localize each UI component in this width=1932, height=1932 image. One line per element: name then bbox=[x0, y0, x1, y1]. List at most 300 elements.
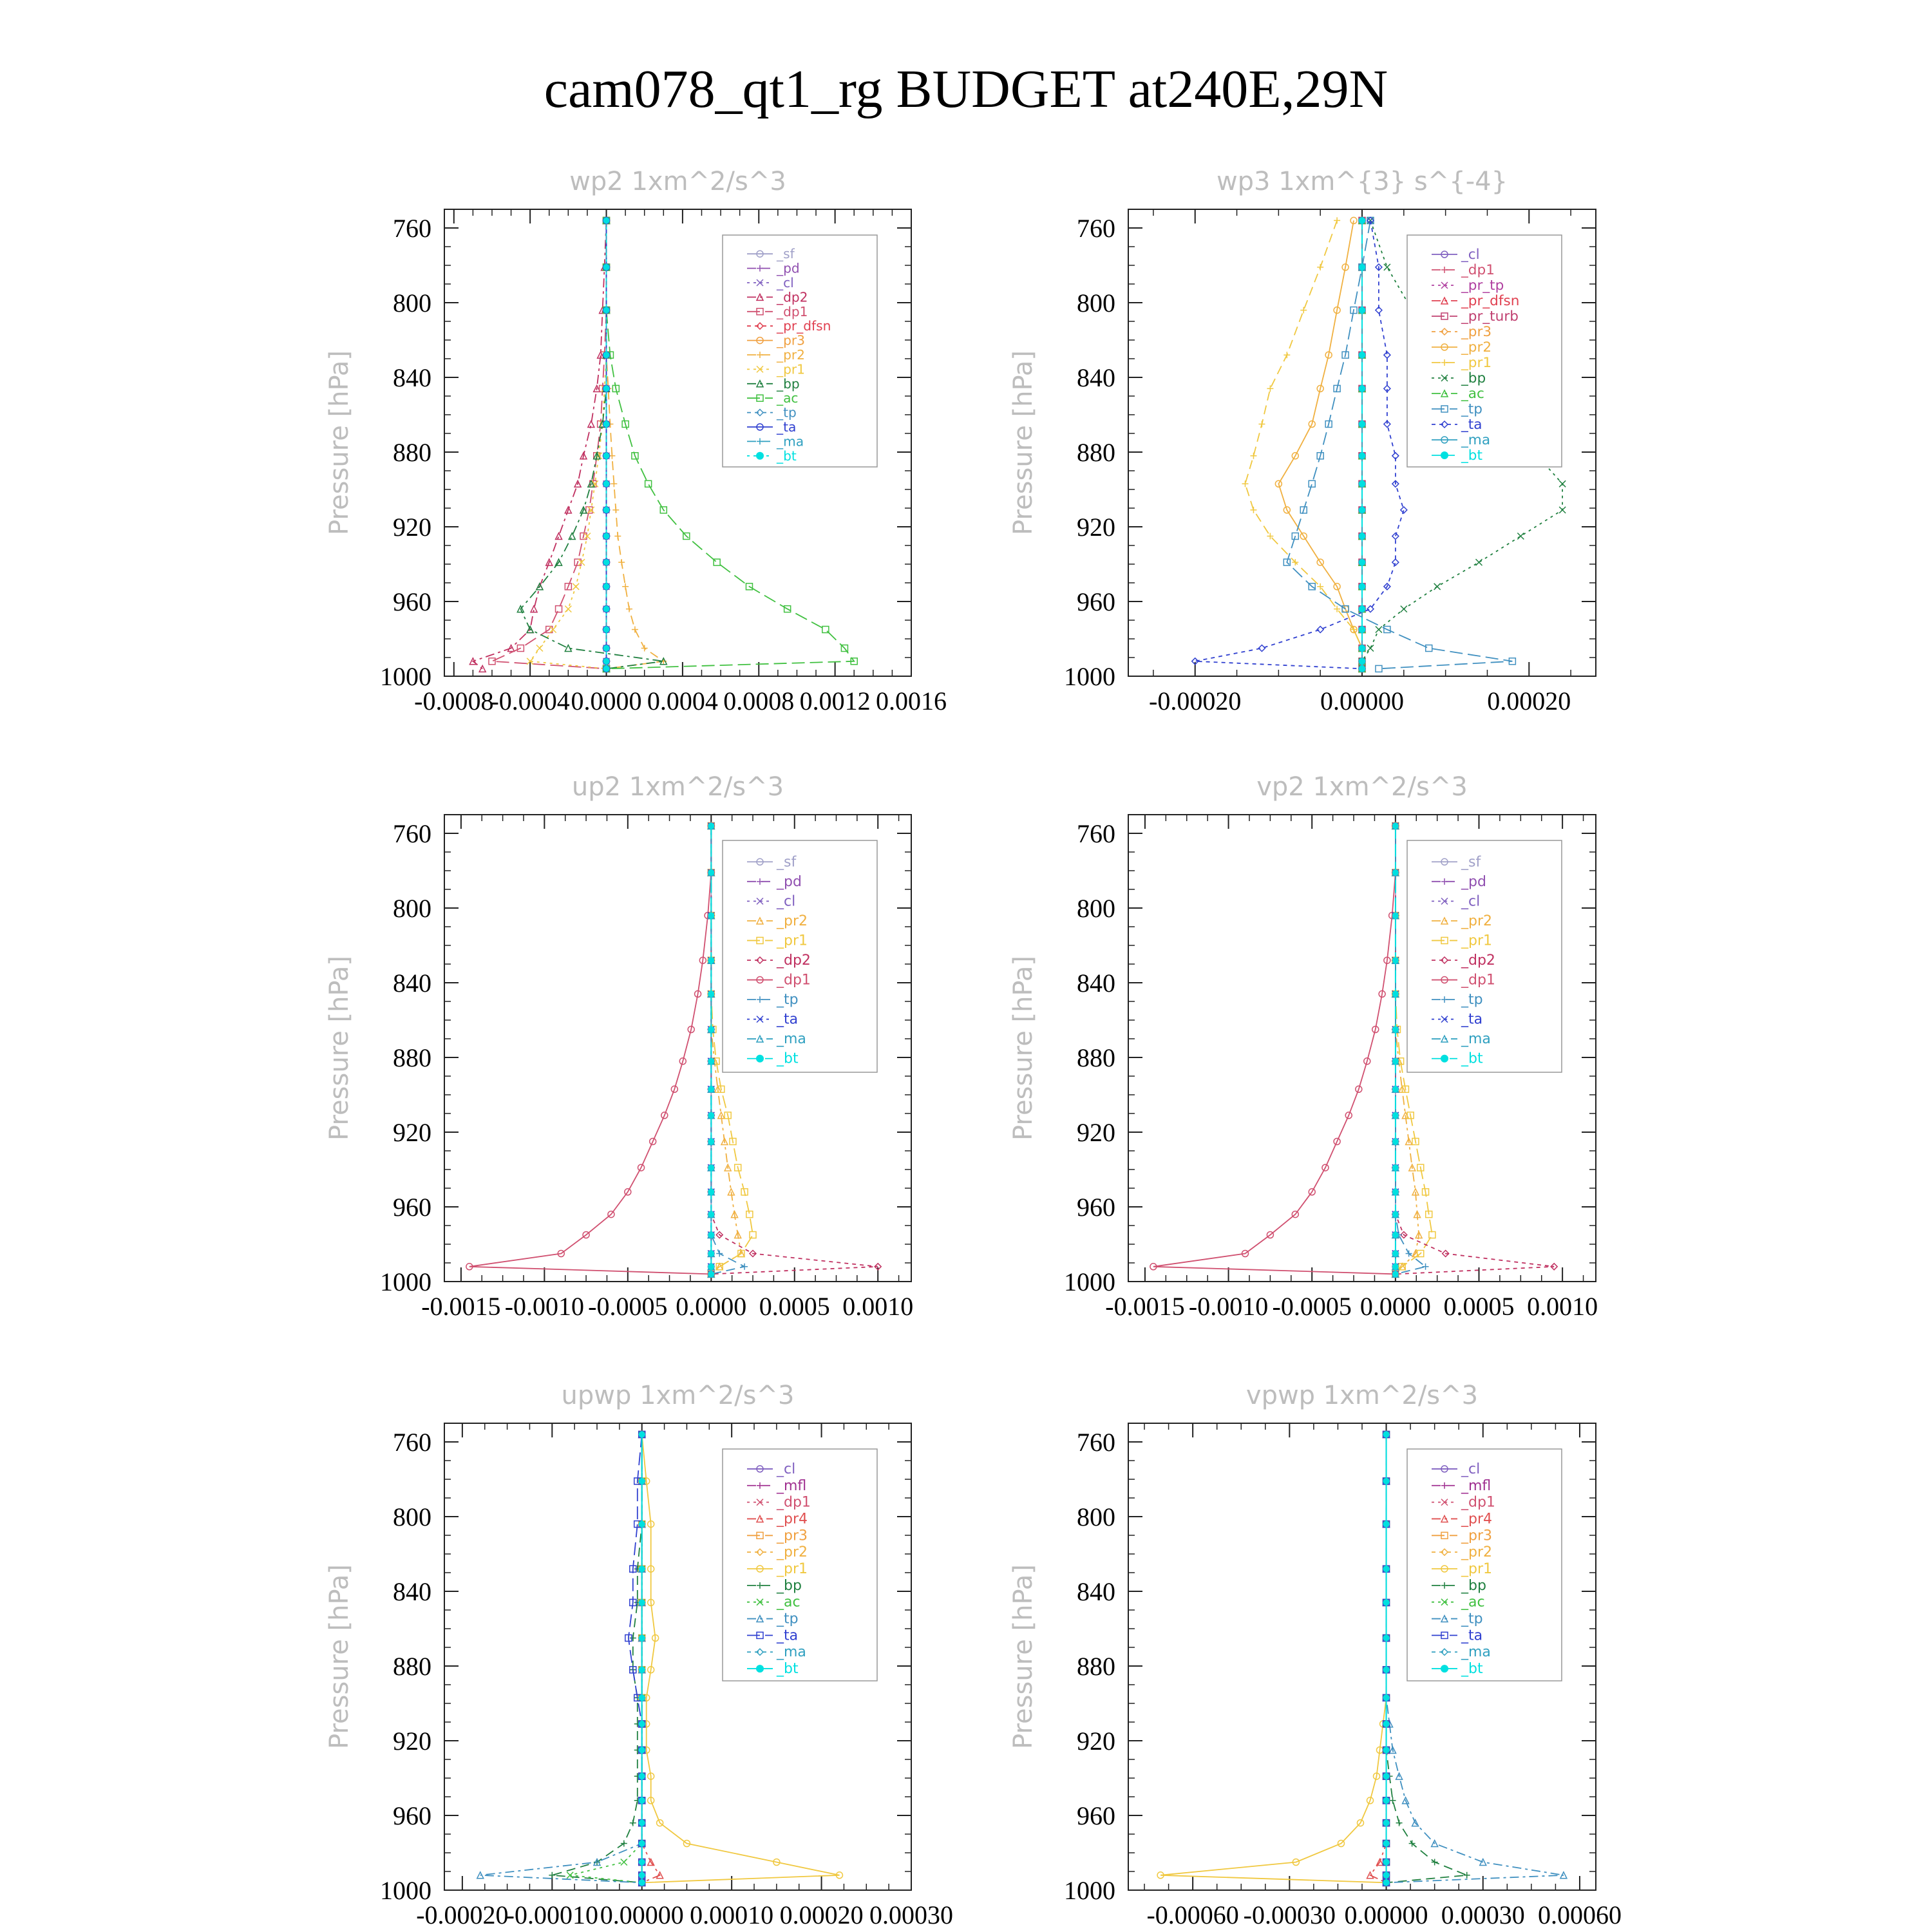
legend-label: _pr2 bbox=[777, 347, 805, 363]
y-tick-label: 760 bbox=[393, 214, 431, 243]
data-point bbox=[1464, 1872, 1470, 1879]
x-tick-label: -0.0008 bbox=[414, 687, 494, 715]
data-point bbox=[1392, 1264, 1399, 1270]
series-line bbox=[1195, 220, 1404, 668]
legend-label: _pr4 bbox=[777, 1511, 808, 1528]
data-point bbox=[639, 1797, 645, 1804]
data-point bbox=[708, 913, 714, 919]
data-point bbox=[611, 480, 617, 487]
x-tick-label: 0.0004 bbox=[647, 687, 718, 715]
legend-marker bbox=[1441, 1055, 1448, 1063]
series-bp bbox=[517, 217, 667, 672]
data-point bbox=[639, 1431, 645, 1437]
legend-label: _dp1 bbox=[777, 972, 811, 989]
series-bt bbox=[1383, 1431, 1390, 1886]
legend-label: _tp bbox=[777, 404, 797, 421]
data-point bbox=[639, 1478, 645, 1484]
y-tick-label: 960 bbox=[393, 587, 431, 616]
legend-label: _sf bbox=[1461, 854, 1481, 871]
legend-label: _bt bbox=[1461, 448, 1482, 464]
legend-marker bbox=[756, 1665, 764, 1672]
legend-label: _pr1 bbox=[777, 1561, 808, 1577]
series-pr2 bbox=[603, 217, 667, 672]
y-tick-label: 1000 bbox=[1064, 1267, 1115, 1296]
data-point bbox=[603, 421, 610, 428]
data-point bbox=[489, 658, 495, 665]
data-point bbox=[639, 1773, 645, 1779]
legend-label: _dp1 bbox=[777, 303, 808, 319]
data-point bbox=[621, 1859, 627, 1866]
x-tick-label: 0.00030 bbox=[869, 1900, 953, 1929]
legend-label: _pr2 bbox=[1461, 1544, 1493, 1561]
data-point bbox=[622, 583, 629, 590]
y-tick-label: 960 bbox=[1077, 587, 1115, 616]
series-pr1 bbox=[527, 217, 609, 672]
data-point bbox=[708, 1264, 714, 1270]
x-tick-label: 0.00060 bbox=[1537, 1900, 1622, 1929]
y-tick-label: 960 bbox=[393, 1801, 431, 1830]
y-tick-label: 920 bbox=[393, 1727, 431, 1756]
data-point bbox=[708, 1112, 714, 1119]
x-tick-label: 0.00000 bbox=[600, 1900, 684, 1929]
series-bt bbox=[1392, 822, 1399, 1277]
legend-label: _pr2 bbox=[1461, 339, 1492, 355]
legend-label: _ta bbox=[777, 1011, 799, 1028]
legend-label: _mfl bbox=[1461, 1477, 1492, 1494]
series-pr2 bbox=[1275, 217, 1365, 672]
y-axis-label: Pressure [hPa] bbox=[1009, 1564, 1038, 1749]
data-point bbox=[1359, 583, 1365, 590]
data-point bbox=[1258, 421, 1265, 428]
data-point bbox=[708, 1189, 714, 1195]
series-dp1 bbox=[1150, 822, 1399, 1277]
legend-label: _ma bbox=[777, 1031, 806, 1048]
panel-title: vp2 1xm^2/s^3 bbox=[1256, 772, 1468, 802]
data-point bbox=[603, 480, 610, 487]
series-line bbox=[480, 1434, 642, 1882]
series-dp1 bbox=[489, 217, 610, 672]
series-line bbox=[1245, 220, 1363, 668]
data-point bbox=[1359, 507, 1365, 513]
data-point bbox=[1517, 533, 1524, 540]
data-point bbox=[630, 1635, 636, 1642]
legend-label: _ma bbox=[1461, 1644, 1491, 1661]
panel-title: wp2 1xm^2/s^3 bbox=[569, 167, 786, 196]
data-point bbox=[626, 606, 632, 612]
data-point bbox=[708, 1232, 714, 1238]
data-point bbox=[1383, 1841, 1390, 1847]
legend-marker bbox=[756, 1055, 764, 1063]
panel-title: vpwp 1xm^2/s^3 bbox=[1245, 1381, 1479, 1410]
data-point bbox=[1392, 1271, 1399, 1277]
data-point bbox=[645, 480, 652, 487]
data-point bbox=[1401, 606, 1407, 612]
data-point bbox=[708, 869, 714, 876]
data-point bbox=[639, 1721, 645, 1727]
x-tick-label: 0.0012 bbox=[799, 687, 871, 715]
data-point bbox=[1359, 645, 1365, 652]
legend-label: _cl bbox=[1461, 1461, 1481, 1477]
legend-label: _pr2 bbox=[1461, 913, 1493, 929]
legend-label: _pr3 bbox=[777, 1528, 808, 1544]
legend-label: _pr3 bbox=[1461, 1528, 1493, 1544]
legend-label: _tp bbox=[777, 992, 799, 1009]
x-tick-label: -0.0004 bbox=[490, 687, 570, 715]
legend-label: _ta bbox=[1461, 1011, 1483, 1028]
data-point bbox=[1359, 307, 1365, 314]
data-point bbox=[1359, 264, 1365, 270]
data-point bbox=[1392, 1164, 1399, 1171]
series-ac bbox=[567, 1431, 645, 1886]
data-point bbox=[1392, 559, 1399, 565]
data-point bbox=[556, 606, 562, 612]
legend-marker bbox=[1441, 451, 1448, 459]
data-point bbox=[1383, 1431, 1390, 1437]
x-tick-label: -0.0010 bbox=[1188, 1292, 1269, 1321]
data-point bbox=[603, 606, 610, 612]
x-tick-label: 0.0008 bbox=[723, 687, 795, 715]
data-point bbox=[603, 627, 610, 633]
data-point bbox=[1392, 990, 1399, 997]
series-bt bbox=[639, 1431, 645, 1886]
y-tick-label: 920 bbox=[393, 513, 431, 542]
data-point bbox=[1383, 1635, 1390, 1642]
data-point bbox=[1401, 507, 1407, 513]
data-point bbox=[1392, 1211, 1399, 1218]
data-point bbox=[639, 1879, 645, 1886]
x-tick-label: 0.0016 bbox=[876, 687, 947, 715]
data-point bbox=[1359, 421, 1365, 428]
y-tick-label: 800 bbox=[393, 894, 431, 923]
y-axis-label: Pressure [hPa] bbox=[325, 956, 354, 1141]
x-tick-label: 0.00020 bbox=[779, 1900, 864, 1929]
legend-label: _tp bbox=[1461, 401, 1482, 417]
legend-label: _pr_dfsn bbox=[1461, 293, 1520, 309]
data-point bbox=[1383, 1859, 1390, 1866]
y-tick-label: 920 bbox=[1077, 1118, 1115, 1147]
x-tick-label: 0.00000 bbox=[1320, 687, 1404, 715]
legend-label: _ta bbox=[1461, 1627, 1483, 1644]
y-tick-label: 760 bbox=[1077, 214, 1115, 243]
data-point bbox=[1396, 1820, 1403, 1826]
series-line bbox=[520, 220, 663, 668]
data-point bbox=[1392, 957, 1399, 963]
data-point bbox=[1392, 1139, 1399, 1145]
data-point bbox=[618, 559, 625, 565]
y-axis-label: Pressure [hPa] bbox=[1009, 956, 1038, 1141]
data-point bbox=[1334, 217, 1340, 223]
legend-label: _tp bbox=[777, 1611, 799, 1627]
y-tick-label: 800 bbox=[1077, 289, 1115, 317]
x-tick-label: 0.0000 bbox=[571, 687, 642, 715]
legend-label: _ma bbox=[1461, 432, 1491, 448]
legend-label: _bp bbox=[777, 375, 800, 392]
data-point bbox=[708, 1164, 714, 1171]
x-tick-label: -0.0005 bbox=[588, 1292, 668, 1321]
x-tick-label: 0.0005 bbox=[759, 1292, 830, 1321]
legend-label: _dp1 bbox=[1461, 1494, 1495, 1511]
data-point bbox=[1383, 1667, 1390, 1673]
series-tp bbox=[477, 1431, 645, 1886]
data-point bbox=[567, 1872, 573, 1879]
data-point bbox=[1359, 627, 1365, 633]
series-line bbox=[1153, 826, 1396, 1274]
legend-label: _bt bbox=[777, 1050, 799, 1067]
legend-label: _pr_tp bbox=[1461, 278, 1504, 294]
chart-panel-6 bbox=[1009, 1381, 1622, 1929]
data-point bbox=[549, 1872, 555, 1879]
legend-label: _bt bbox=[1461, 1661, 1483, 1678]
data-point bbox=[1392, 913, 1399, 919]
data-point bbox=[1359, 217, 1365, 223]
chart-panel-4 bbox=[1009, 772, 1598, 1321]
chart-panel-3 bbox=[325, 772, 913, 1321]
data-point bbox=[1392, 1251, 1399, 1257]
y-tick-label: 760 bbox=[393, 1428, 431, 1457]
panel-title: upwp 1xm^2/s^3 bbox=[561, 1381, 795, 1410]
data-point bbox=[603, 352, 610, 358]
y-tick-label: 880 bbox=[393, 1043, 431, 1072]
data-point bbox=[1359, 352, 1365, 358]
data-point bbox=[1359, 559, 1365, 565]
legend-label: _pr2 bbox=[777, 1544, 808, 1561]
data-point bbox=[1392, 1189, 1399, 1195]
x-tick-label: -0.00010 bbox=[506, 1900, 598, 1929]
data-point bbox=[1426, 645, 1432, 652]
data-point bbox=[632, 627, 638, 633]
x-tick-label: -0.0015 bbox=[1105, 1292, 1185, 1321]
data-point bbox=[614, 533, 621, 540]
data-point bbox=[708, 1058, 714, 1065]
data-point bbox=[639, 1841, 645, 1847]
data-point bbox=[639, 1859, 645, 1866]
data-point bbox=[639, 1820, 645, 1826]
data-point bbox=[1376, 665, 1382, 672]
data-point bbox=[556, 533, 562, 540]
data-point bbox=[1376, 627, 1382, 633]
y-axis-label: Pressure [hPa] bbox=[325, 350, 354, 535]
data-point bbox=[1383, 1566, 1390, 1572]
legend-marker bbox=[756, 452, 764, 460]
x-tick-label: -0.0005 bbox=[1272, 1292, 1352, 1321]
data-point bbox=[603, 665, 610, 672]
series-pr1 bbox=[1157, 1431, 1389, 1886]
series-line bbox=[629, 1434, 642, 1882]
x-tick-label: -0.00030 bbox=[1243, 1900, 1336, 1929]
data-point bbox=[1359, 453, 1365, 459]
data-point bbox=[750, 1232, 756, 1238]
legend-label: _bt bbox=[777, 1661, 799, 1678]
y-tick-label: 960 bbox=[1077, 1193, 1115, 1222]
data-point bbox=[603, 385, 610, 392]
legend-label: _ac bbox=[1461, 1594, 1485, 1611]
data-point bbox=[1392, 1112, 1399, 1119]
panel-title: up2 1xm^2/s^3 bbox=[571, 772, 784, 802]
data-point bbox=[603, 583, 610, 590]
y-tick-label: 920 bbox=[1077, 1727, 1115, 1756]
data-point bbox=[1384, 264, 1390, 270]
series-bp bbox=[549, 1431, 645, 1886]
x-tick-label: 0.0000 bbox=[1359, 1292, 1431, 1321]
legend-label: _ma bbox=[1461, 1031, 1491, 1048]
legend-label: _bp bbox=[1461, 1577, 1486, 1594]
y-tick-label: 800 bbox=[1077, 894, 1115, 923]
data-point bbox=[1383, 1478, 1390, 1484]
x-tick-label: 0.0005 bbox=[1443, 1292, 1515, 1321]
chart-panel-1 bbox=[325, 167, 947, 715]
y-tick-label: 1000 bbox=[380, 1267, 431, 1296]
legend-label: _sf bbox=[777, 246, 795, 262]
x-tick-label: 0.00000 bbox=[1344, 1900, 1428, 1929]
legend-label: _cl bbox=[1461, 893, 1481, 910]
data-point bbox=[621, 1841, 627, 1847]
data-point bbox=[1383, 1747, 1390, 1754]
legend-label: _cl bbox=[1461, 247, 1480, 263]
data-point bbox=[573, 583, 579, 590]
y-tick-label: 840 bbox=[1077, 1577, 1115, 1606]
data-point bbox=[1359, 385, 1365, 392]
data-point bbox=[603, 658, 610, 665]
y-tick-label: 840 bbox=[393, 969, 431, 998]
data-point bbox=[1392, 533, 1399, 540]
data-point bbox=[603, 533, 610, 540]
data-point bbox=[565, 606, 571, 612]
data-point bbox=[639, 1635, 645, 1642]
data-point bbox=[603, 264, 610, 270]
y-tick-label: 840 bbox=[1077, 969, 1115, 998]
data-point bbox=[1309, 480, 1315, 487]
data-point bbox=[1250, 453, 1256, 459]
y-tick-label: 880 bbox=[1077, 1043, 1115, 1072]
x-tick-label: 0.00010 bbox=[690, 1900, 774, 1929]
data-point bbox=[708, 1271, 714, 1277]
series-line bbox=[1160, 1434, 1387, 1882]
series-line bbox=[1370, 1434, 1387, 1882]
series-pr1 bbox=[1242, 217, 1366, 672]
legend-label: _mfl bbox=[777, 1477, 807, 1494]
data-point bbox=[1317, 627, 1323, 633]
data-point bbox=[1359, 533, 1365, 540]
legend-label: _dp2 bbox=[1461, 952, 1495, 969]
legend-label: _dp1 bbox=[1461, 972, 1495, 989]
legend-label: _pr1 bbox=[1461, 1561, 1493, 1577]
legend-label: _bt bbox=[777, 448, 797, 464]
data-point bbox=[1383, 1521, 1390, 1528]
y-tick-label: 1000 bbox=[1064, 662, 1115, 691]
data-point bbox=[708, 1251, 714, 1257]
legend-label: _pr1 bbox=[777, 933, 808, 949]
legend-label: _pd bbox=[1461, 873, 1486, 890]
y-tick-label: 880 bbox=[393, 1652, 431, 1681]
data-point bbox=[1392, 869, 1399, 876]
data-point bbox=[569, 533, 575, 540]
legend-label: _ac bbox=[1461, 386, 1484, 402]
y-tick-label: 960 bbox=[1077, 1801, 1115, 1830]
data-point bbox=[1359, 480, 1365, 487]
legend-label: _ta bbox=[777, 1627, 799, 1644]
data-point bbox=[1476, 559, 1482, 565]
series-dp1 bbox=[466, 822, 714, 1277]
data-point bbox=[639, 1872, 645, 1879]
data-point bbox=[1392, 1232, 1399, 1238]
y-tick-label: 760 bbox=[393, 819, 431, 848]
x-tick-label: -0.0010 bbox=[504, 1292, 585, 1321]
legend-label: _ac bbox=[777, 390, 799, 406]
y-tick-label: 800 bbox=[393, 1502, 431, 1531]
data-point bbox=[1559, 480, 1566, 487]
data-point bbox=[708, 822, 714, 829]
x-tick-label: -0.00020 bbox=[416, 1900, 509, 1929]
data-point bbox=[1423, 1264, 1429, 1270]
data-point bbox=[536, 645, 543, 652]
data-point bbox=[1359, 665, 1365, 672]
x-tick-label: 0.00030 bbox=[1441, 1900, 1525, 1929]
data-point bbox=[630, 1820, 636, 1826]
legend-label: _pr3 bbox=[777, 332, 805, 348]
data-point bbox=[603, 217, 610, 223]
legend-label: _ac bbox=[777, 1594, 800, 1611]
x-tick-label: 0.0010 bbox=[1527, 1292, 1598, 1321]
data-point bbox=[1392, 1027, 1399, 1033]
chart-panel-2 bbox=[1009, 167, 1596, 715]
legend-label: _dp1 bbox=[1461, 262, 1495, 278]
data-point bbox=[1250, 507, 1256, 513]
data-point bbox=[1359, 606, 1365, 612]
series-ta bbox=[1192, 217, 1407, 672]
data-point bbox=[741, 1264, 748, 1270]
chart-panel-5 bbox=[325, 1381, 953, 1929]
data-point bbox=[603, 645, 610, 652]
data-point bbox=[708, 1211, 714, 1218]
figure-title: cam078_qt1_rg BUDGET at240E,29N bbox=[544, 59, 1388, 119]
legend-label: _pr1 bbox=[777, 361, 805, 377]
data-point bbox=[1383, 1599, 1390, 1605]
legend-marker bbox=[1441, 1665, 1448, 1672]
x-tick-label: -0.00060 bbox=[1146, 1900, 1239, 1929]
y-tick-label: 920 bbox=[393, 1118, 431, 1147]
legend-label: _cl bbox=[777, 275, 794, 290]
legend-label: _tp bbox=[1461, 1611, 1483, 1627]
data-point bbox=[639, 1747, 645, 1754]
data-point bbox=[1267, 385, 1273, 392]
series-line bbox=[1278, 220, 1362, 668]
legend-label: _dp2 bbox=[777, 952, 811, 969]
data-point bbox=[1390, 1797, 1396, 1804]
data-point bbox=[1359, 658, 1365, 665]
data-point bbox=[1383, 1694, 1390, 1701]
panel-title: wp3 1xm^{3} s^{-4} bbox=[1216, 167, 1508, 196]
series-line bbox=[492, 220, 607, 668]
y-tick-label: 880 bbox=[1077, 1652, 1115, 1681]
y-tick-label: 1000 bbox=[1064, 1876, 1115, 1905]
data-point bbox=[1434, 583, 1441, 590]
y-tick-label: 840 bbox=[393, 363, 431, 392]
data-point bbox=[1383, 1879, 1390, 1886]
legend-label: _ma bbox=[777, 433, 804, 450]
legend-label: _pr3 bbox=[1461, 324, 1492, 340]
x-tick-label: -0.00020 bbox=[1149, 687, 1242, 715]
data-point bbox=[639, 1566, 645, 1572]
series-line bbox=[469, 826, 712, 1274]
series-dp2 bbox=[469, 217, 609, 672]
data-point bbox=[708, 990, 714, 997]
y-tick-label: 800 bbox=[393, 289, 431, 317]
legend-label: _dp1 bbox=[777, 1494, 811, 1511]
y-tick-label: 840 bbox=[1077, 363, 1115, 392]
legend-label: _cl bbox=[777, 893, 796, 910]
legend-label: _pr_dfsn bbox=[777, 318, 831, 334]
legend-label: _tp bbox=[1461, 992, 1483, 1009]
